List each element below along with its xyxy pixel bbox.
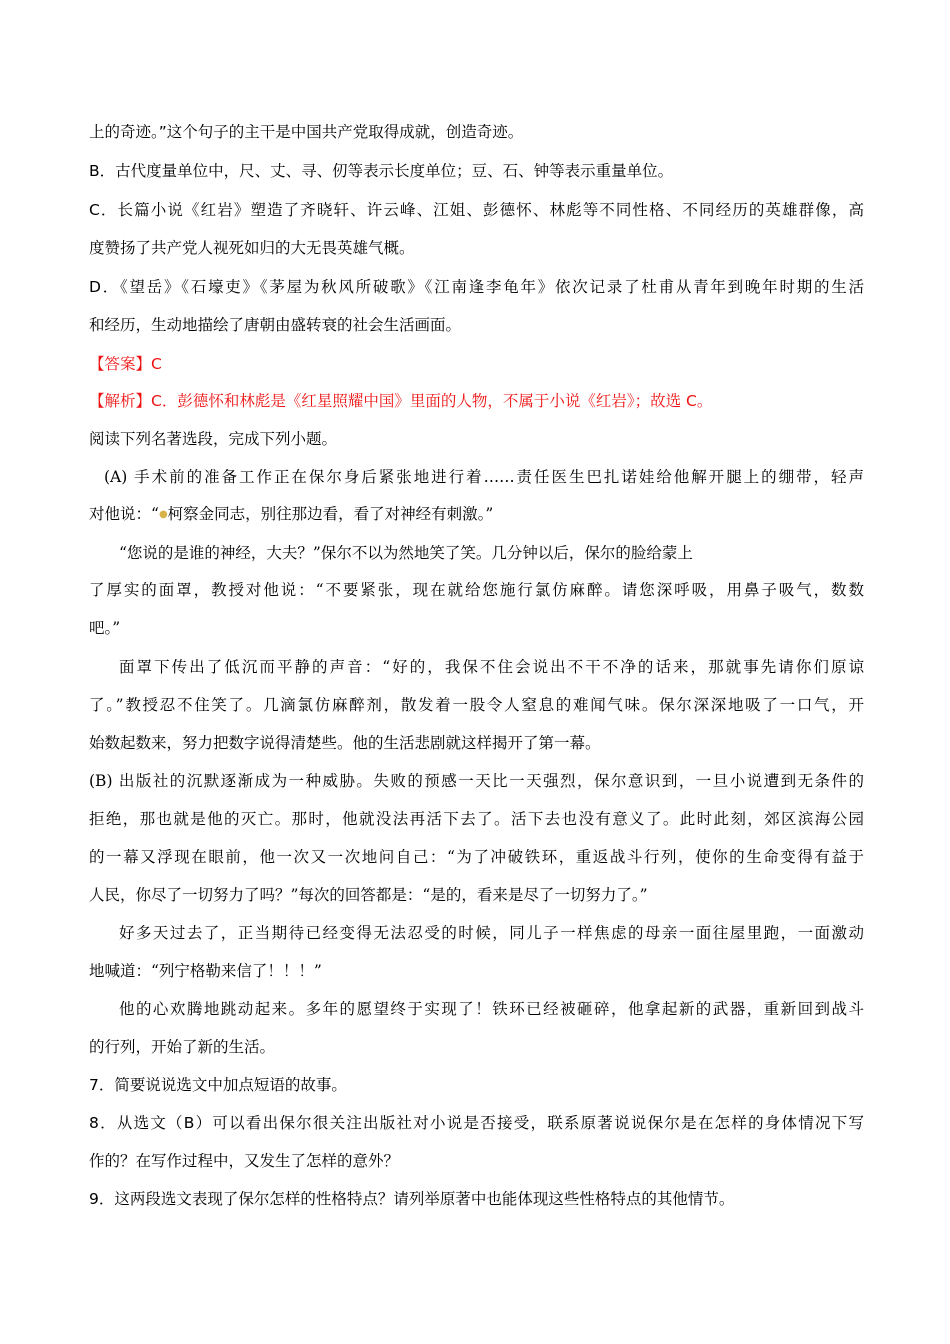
excerpt-b-line8: 的行列，开始了新的生活。 <box>89 1038 276 1056</box>
excerpt-b-line4: 人民，你尽了一切努力了吗？”每次的回答都是：“是的，看来是尽了一切努力了。” <box>89 886 648 904</box>
option-d-line2: 和经历，生动地描绘了唐朝由盛转衰的社会生活画面。 <box>89 316 462 334</box>
excerpt-b-line3: 的一幕又浮现在眼前，他一次又一次地问自己：“为了冲破铁环，重返战斗行列，使你的生命变得有益于 <box>89 848 864 866</box>
option-b: B．古代度量单位中，尺、丈、寻、仞等表示长度单位；豆、石、钟等表示重量单位。 <box>89 162 674 180</box>
answer-label: 【答案】C <box>89 355 162 373</box>
excerpt-b-line2: 拒绝，那也就是他的灭亡。那时，他就没法再活下去了。活下去也没有意义了。此时此刻，郊区滨海公园 <box>89 810 864 828</box>
excerpt-b-line5: 好多天过去了，正当期待已经变得无法忍受的时候，同儿子一样焦虑的母亲一面往屋里跑，一面激动 <box>119 924 864 942</box>
reading-intro: 阅读下列名著选段，完成下列小题。 <box>89 430 338 448</box>
analysis-text: 【解析】C．彭德怀和林彪是《红星照耀中国》里面的人物，不属于小说《红岩》；故选 C。 <box>89 392 713 410</box>
excerpt-a-line3: “您说的是谁的神经，大夫？”保尔不以为然地笑了笑。几分钟以后，保尔的脸给蒙上 <box>119 544 693 562</box>
excerpt-a-line2-pre: 对他说：“ <box>89 505 159 523</box>
excerpt-a-line2-post: 柯察金同志，别往那边看，看了对神经有刺激。” <box>167 505 494 523</box>
excerpt-a-line4: 了厚实的面罩，教授对他说：“不要紧张，现在就给您施行氯仿麻醉。请您深呼吸，用鼻子吸气，数数 <box>89 581 864 599</box>
excerpt-b-line6: 地喊道：“列宁格勒来信了！！！” <box>89 962 322 980</box>
excerpt-a-line6: 面罩下传出了低沉而平静的声音：“好的，我保不住会说出不干不净的话来，那就事先请你们原谅 <box>119 658 864 676</box>
question-9: 9．这两段选文表现了保尔怎样的性格特点？请列举原著中也能体现这些性格特点的其他情节。 <box>89 1190 735 1208</box>
excerpt-a-line7: 了。”教授忍不住笑了。几滴氯仿麻醉剂，散发着一股令人窒息的难闻气味。保尔深深地吸了一口气，开 <box>89 696 864 714</box>
question-8-line2: 作的？在写作过程中，又发生了怎样的意外？ <box>89 1152 400 1170</box>
option-c-line2: 度赞扬了共产党人视死如归的大无畏英雄气概。 <box>89 239 415 257</box>
option-d-line1: D．《望岳》《石壕吏》《茅屋为秋风所破歌》《江南逢李龟年》依次记录了杜甫从青年到晚年时期的生活 <box>89 278 864 296</box>
excerpt-a-line8: 始数起数来，努力把数字说得清楚些。他的生活悲剧就这样揭开了第一幕。 <box>89 734 601 752</box>
excerpt-a-line2 <box>89 503 864 526</box>
question-8-line1: 8．从选文（B）可以看出保尔很关注出版社对小说是否接受，联系原著说说保尔是在怎样的身体情况下写 <box>89 1114 864 1132</box>
excerpt-a-line5: 吧。” <box>89 619 121 637</box>
emphasis-dot-icon: ● <box>158 509 168 520</box>
question-7: 7．简要说说选文中加点短语的故事。 <box>89 1076 347 1094</box>
excerpt-a-line1: (A) 手术前的准备工作正在保尔身后紧张地进行着……责任医生巴扎诺娃给他解开腿上的绷带，轻声 <box>104 468 864 486</box>
excerpt-b-line7: 他的心欢腾地跳动起来。多年的愿望终于实现了！铁环已经被砸碎，他拿起新的武器，重新回到战斗 <box>119 1000 864 1018</box>
option-c-line1: C．长篇小说《红岩》塑造了齐晓轩、许云峰、江姐、彭德怀、林彪等不同性格、不同经历的英雄群像，高 <box>89 201 864 219</box>
excerpt-b-line1: (B) 出版社的沉默逐渐成为一种威胁。失败的预感一天比一天强烈，保尔意识到，一旦小说遭到无条件的 <box>89 772 864 790</box>
option-a-continued: 上的奇迹。”这个句子的主干是中国共产党取得成就，创造奇迹。 <box>89 123 524 141</box>
